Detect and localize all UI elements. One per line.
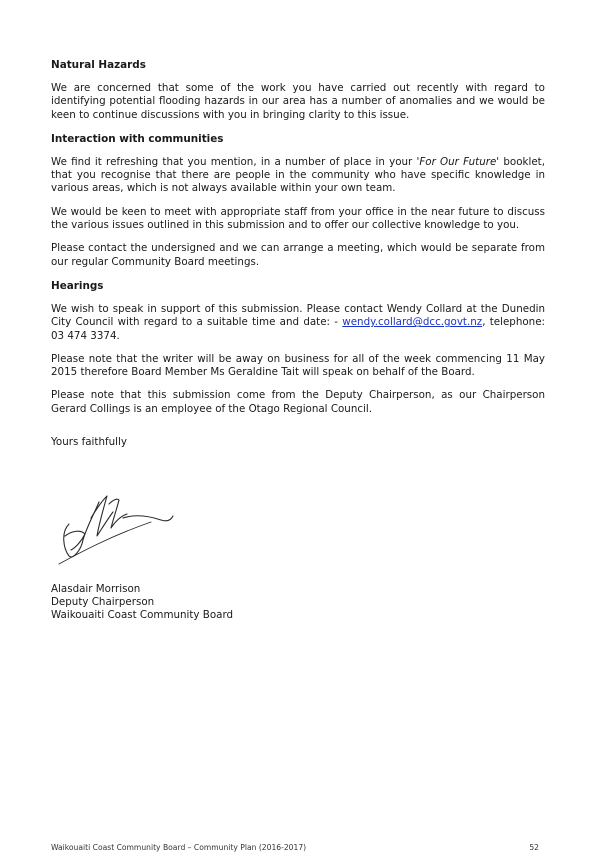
signatory-name: Alasdair Morrison <box>51 583 141 595</box>
paragraph: We are concerned that some of the work you have carried out recently with regard to identifying potential flooding hazards in our area has a number of anomalies and we would be keen to continue discussions with you in bringing clarity to this issue. <box>51 82 545 121</box>
text: We wish to speak in support of this submission. Please contact Wendy Collard at the Dunedin City Council with regard to a suitable time and date: - <box>51 302 545 329</box>
text: We find it refreshing that you mention, in a number of place in your <box>51 155 417 168</box>
heading-hearings: Hearings <box>51 279 104 292</box>
section-interaction <box>51 132 545 269</box>
signatory-title: Deputy Chairperson <box>51 596 155 608</box>
footer-document-title: Waikouaiti Coast Community Board – Community Plan (2016-2017) <box>51 843 307 852</box>
paragraph: Please note that the writer will be away on business for all of the week commencing 11 May 2015 therefore Board Member Ms Geraldine Tait will speak on behalf of the Board. <box>51 352 545 379</box>
email-link[interactable]: wendy.collard@dcc.govt.nz <box>342 316 483 329</box>
paragraph: We would be keen to meet with appropriate staff from your office in the near future to discuss the various issues outlined in this submission and to offer our collective knowledge to you. <box>51 205 545 232</box>
heading-interaction: Interaction with communities <box>51 132 224 145</box>
paragraph <box>51 156 545 196</box>
signature-image <box>51 486 176 566</box>
document-body <box>51 58 545 449</box>
paragraph <box>51 303 545 343</box>
paragraph: Please note that this submission come from the Deputy Chairperson, as our Chairperson Gerard Collings is an employee of the Otago Regional Council. <box>51 389 545 415</box>
heading-natural-hazards: Natural Hazards <box>51 59 146 71</box>
signatory-organisation: Waikouaiti Coast Community Board <box>51 609 234 621</box>
text: , telephone: 03 474 3374. <box>51 316 545 342</box>
section-hearings <box>51 279 545 416</box>
page-footer <box>51 843 539 852</box>
booklet-title: 'For Our Future' <box>416 155 500 168</box>
page-number: 52 <box>529 843 539 852</box>
section-natural-hazards <box>51 58 545 122</box>
signature-block <box>51 583 233 622</box>
closing-salutation: Yours faithfully <box>51 436 127 449</box>
paragraph: Please contact the undersigned and we can arrange a meeting, which would be separate from our regular Community Board meetings. <box>51 242 545 268</box>
text: booklet, that you recognise that there are people in the community who have specific knowledge in various areas, which is not always available within your own team. <box>51 155 545 195</box>
